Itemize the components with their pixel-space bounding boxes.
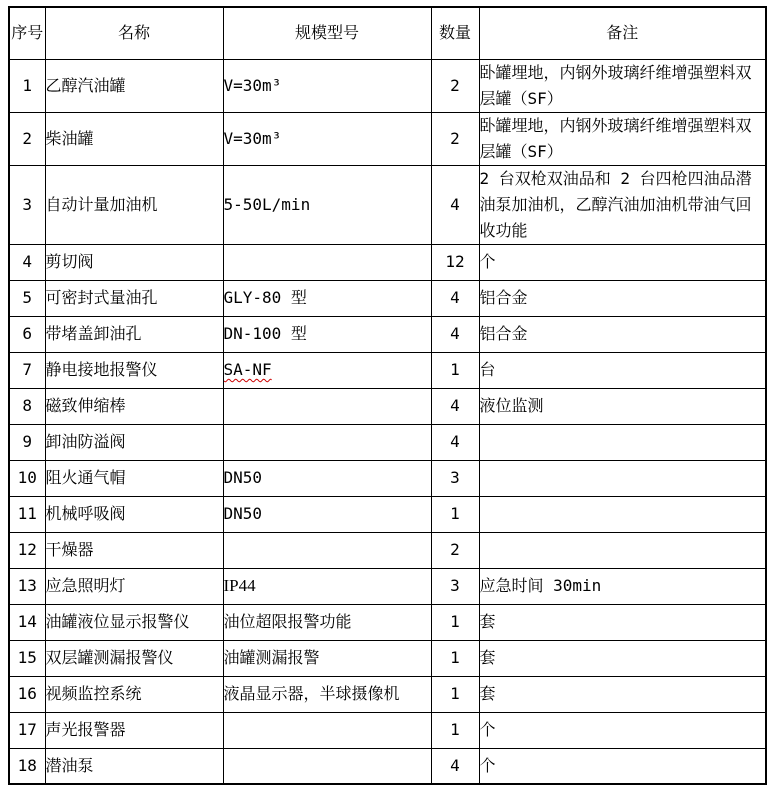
cell-spec: V=30m³ (223, 112, 431, 165)
cell-qty: 1 (431, 496, 479, 532)
cell-remark: 台 (479, 352, 766, 388)
cell-no: 11 (9, 496, 45, 532)
cell-no: 10 (9, 460, 45, 496)
cell-name: 带堵盖卸油孔 (45, 316, 223, 352)
cell-spec (223, 712, 431, 748)
cell-name: 双层罐测漏报警仪 (45, 640, 223, 676)
document-page (8, 6, 765, 785)
cell-no: 18 (9, 748, 45, 784)
cell-name: 卸油防溢阀 (45, 424, 223, 460)
cell-spec (223, 532, 431, 568)
column-header-name: 名称 (45, 7, 223, 59)
cell-spec: V=30m³ (223, 59, 431, 112)
cell-qty: 4 (431, 165, 479, 244)
cell-no: 13 (9, 568, 45, 604)
cell-remark: 个 (479, 748, 766, 784)
cell-name: 柴油罐 (45, 112, 223, 165)
cell-name: 剪切阀 (45, 244, 223, 280)
cell-no: 17 (9, 712, 45, 748)
cell-spec: 油罐测漏报警 (223, 640, 431, 676)
cell-qty: 4 (431, 424, 479, 460)
cell-no: 16 (9, 676, 45, 712)
cell-remark: 铝合金 (479, 280, 766, 316)
cell-qty: 1 (431, 604, 479, 640)
spec-serif-text: IP44 (223, 576, 256, 595)
cell-no: 3 (9, 165, 45, 244)
table-row (9, 640, 766, 676)
table-row (9, 532, 766, 568)
cell-name: 机械呼吸阀 (45, 496, 223, 532)
cell-qty: 4 (431, 748, 479, 784)
cell-spec: DN50 (223, 496, 431, 532)
table-row (9, 748, 766, 784)
cell-remark: 液位监测 (479, 388, 766, 424)
table-row (9, 244, 766, 280)
cell-remark (479, 424, 766, 460)
cell-qty: 3 (431, 460, 479, 496)
cell-no: 7 (9, 352, 45, 388)
cell-qty: 4 (431, 316, 479, 352)
cell-qty: 12 (431, 244, 479, 280)
table-row (9, 316, 766, 352)
table-row (9, 388, 766, 424)
cell-no: 9 (9, 424, 45, 460)
table-row (9, 59, 766, 112)
table-row (9, 568, 766, 604)
cell-name: 静电接地报警仪 (45, 352, 223, 388)
cell-no: 12 (9, 532, 45, 568)
cell-remark: 套 (479, 676, 766, 712)
column-header-remark: 备注 (479, 7, 766, 59)
cell-qty: 1 (431, 640, 479, 676)
cell-remark (479, 460, 766, 496)
cell-name: 自动计量加油机 (45, 165, 223, 244)
cell-spec: 5-50L/min (223, 165, 431, 244)
table-row (9, 496, 766, 532)
cell-qty: 1 (431, 676, 479, 712)
cell-no: 6 (9, 316, 45, 352)
cell-name: 应急照明灯 (45, 568, 223, 604)
cell-qty: 4 (431, 388, 479, 424)
cell-spec: DN-100 型 (223, 316, 431, 352)
cell-spec (223, 244, 431, 280)
table-row (9, 280, 766, 316)
column-header-no: 序号 (9, 7, 45, 59)
cell-remark: 应急时间 30min (479, 568, 766, 604)
cell-name: 可密封式量油孔 (45, 280, 223, 316)
cell-remark: 个 (479, 712, 766, 748)
cell-spec: DN50 (223, 460, 431, 496)
cell-remark: 2 台双枪双油品和 2 台四枪四油品潜油泵加油机，乙醇汽油加油机带油气回收功能 (479, 165, 766, 244)
equipment-table (8, 6, 767, 785)
cell-name: 油罐液位显示报警仪 (45, 604, 223, 640)
cell-name: 声光报警器 (45, 712, 223, 748)
table-row (9, 352, 766, 388)
cell-qty: 2 (431, 112, 479, 165)
cell-remark: 卧罐埋地，内钢外玻璃纤维增强塑料双层罐（SF） (479, 59, 766, 112)
table-row (9, 165, 766, 244)
cell-spec (223, 424, 431, 460)
cell-spec: 油位超限报警功能 (223, 604, 431, 640)
cell-no: 8 (9, 388, 45, 424)
cell-name: 潜油泵 (45, 748, 223, 784)
table-row (9, 712, 766, 748)
cell-no: 14 (9, 604, 45, 640)
cell-qty: 2 (431, 59, 479, 112)
table-row (9, 604, 766, 640)
cell-qty: 3 (431, 568, 479, 604)
cell-no: 1 (9, 59, 45, 112)
table-row (9, 112, 766, 165)
spellcheck-underlined-text: SA-NF (223, 360, 272, 379)
cell-no: 4 (9, 244, 45, 280)
header-row (9, 7, 766, 59)
cell-remark: 套 (479, 604, 766, 640)
cell-spec (223, 748, 431, 784)
cell-remark: 个 (479, 244, 766, 280)
cell-name: 磁致伸缩棒 (45, 388, 223, 424)
cell-no: 5 (9, 280, 45, 316)
table-row (9, 460, 766, 496)
cell-name: 阻火通气帽 (45, 460, 223, 496)
cell-spec (223, 388, 431, 424)
cell-qty: 1 (431, 712, 479, 748)
cell-spec (223, 352, 431, 388)
column-header-spec: 规模型号 (223, 7, 431, 59)
cell-remark (479, 496, 766, 532)
cell-remark: 铝合金 (479, 316, 766, 352)
cell-remark: 卧罐埋地，内钢外玻璃纤维增强塑料双层罐（SF） (479, 112, 766, 165)
cell-remark (479, 532, 766, 568)
cell-name: 干燥器 (45, 532, 223, 568)
table-row (9, 676, 766, 712)
cell-no: 2 (9, 112, 45, 165)
cell-name: 视频监控系统 (45, 676, 223, 712)
cell-qty: 2 (431, 532, 479, 568)
cell-name: 乙醇汽油罐 (45, 59, 223, 112)
cell-spec: GLY-80 型 (223, 280, 431, 316)
column-header-qty: 数量 (431, 7, 479, 59)
table-row (9, 424, 766, 460)
cell-qty: 1 (431, 352, 479, 388)
cell-spec (223, 568, 431, 604)
cell-spec: 液晶显示器，半球摄像机 (223, 676, 431, 712)
cell-qty: 4 (431, 280, 479, 316)
cell-no: 15 (9, 640, 45, 676)
cell-remark: 套 (479, 640, 766, 676)
